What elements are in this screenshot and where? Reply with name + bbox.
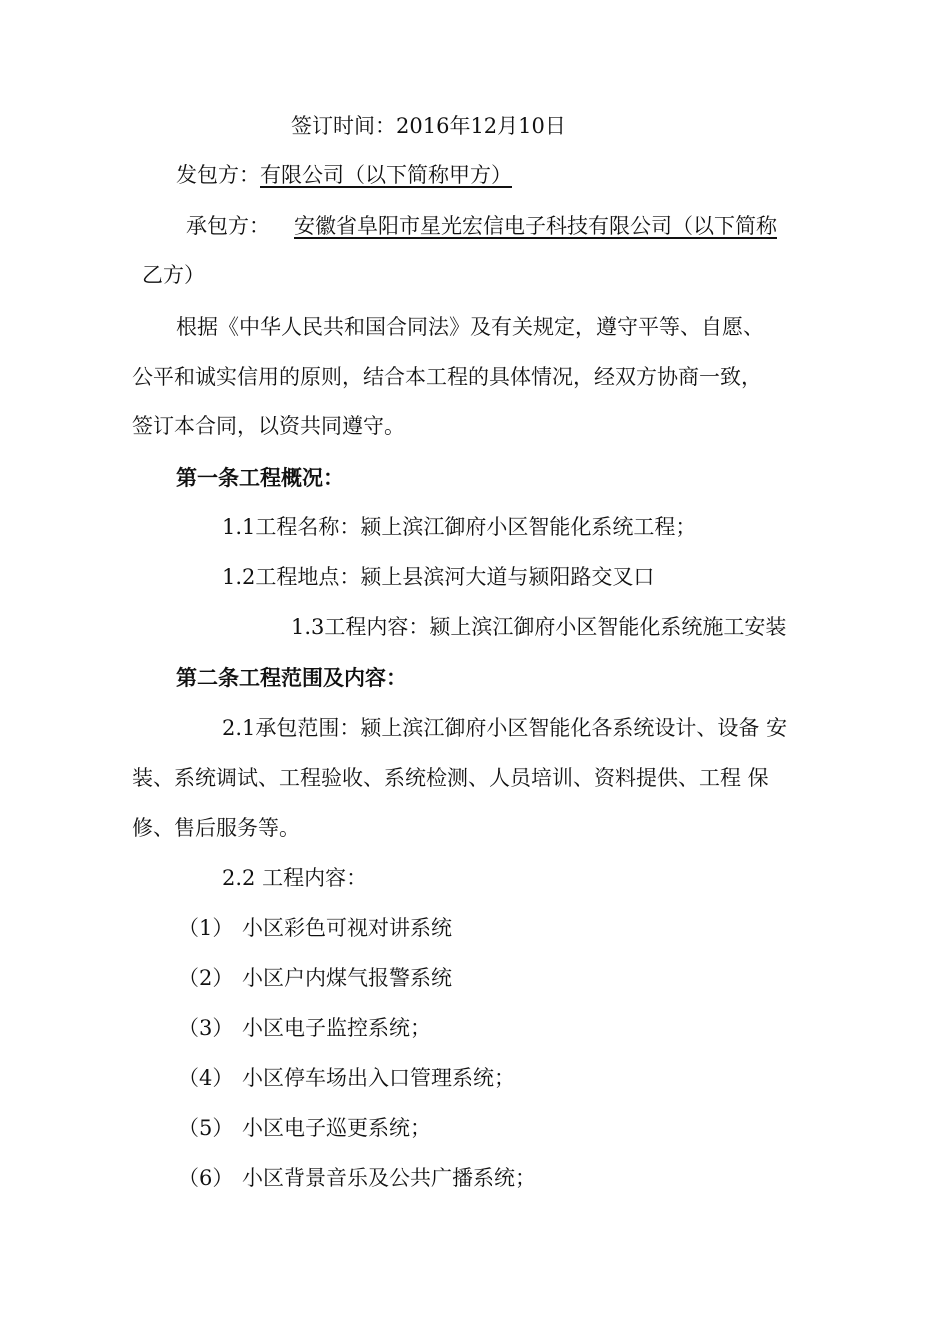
party-a-line — [176, 160, 512, 190]
list-item-text: 小区户内煤气报警系统 — [242, 966, 452, 990]
list-item-number: （1） — [178, 916, 234, 940]
list-item-text: 小区电子巡更系统； — [242, 1116, 431, 1140]
list-item — [178, 1063, 515, 1093]
article-1-item-1: 1.1工程名称：颍上滨江御府小区智能化系统工程； — [222, 515, 697, 539]
list-item — [178, 913, 452, 943]
sign-time: 签订时间：2016年12月10日 — [291, 114, 566, 138]
list-item — [178, 963, 452, 993]
party-b-label: 承包方： — [186, 214, 270, 238]
list-item-number: （4） — [178, 1066, 234, 1090]
article-2-heading: 第二条工程范围及内容： — [176, 665, 407, 690]
scope-line-3: 修、售后服务等。 — [132, 816, 300, 840]
list-item-number: （3） — [178, 1016, 234, 1040]
list-item — [178, 1163, 536, 1193]
party-a-value: 有限公司（以下简称甲方） — [260, 163, 512, 187]
list-item-text: 小区停车场出入口管理系统； — [242, 1066, 515, 1090]
article-1-item-3: 1.3工程内容：颍上滨江御府小区智能化系统施工安装 — [291, 615, 787, 639]
party-b-line — [186, 211, 777, 241]
list-item — [178, 1113, 431, 1143]
article-1-item-2: 1.2工程地点：颍上县滨河大道与颍阳路交叉口 — [222, 565, 655, 589]
party-a-label: 发包方： — [176, 163, 260, 187]
list-item-number: （2） — [178, 966, 234, 990]
list-item — [178, 1013, 431, 1043]
list-item-number: （6） — [178, 1166, 234, 1190]
preamble-line-2: 公平和诚实信用的原则，结合本工程的具体情况，经双方协商一致， — [132, 365, 762, 389]
scope-line-1: 2.1承包范围：颍上滨江御府小区智能化各系统设计、设备 安 — [222, 716, 788, 740]
list-item-text: 小区背景音乐及公共广播系统； — [242, 1166, 536, 1190]
party-b-value-cont: 乙方） — [142, 263, 205, 287]
list-item-text: 小区电子监控系统； — [242, 1016, 431, 1040]
preamble-line-3: 签订本合同，以资共同遵守。 — [132, 414, 405, 438]
content-heading: 2.2 工程内容： — [222, 866, 368, 890]
preamble-line-1: 根据《中华人民共和国合同法》及有关规定，遵守平等、自愿、 — [176, 315, 764, 339]
scope-line-2: 装、系统调试、工程验收、系统检测、人员培训、资料提供、工程 保 — [132, 766, 769, 790]
list-item-number: （5） — [178, 1116, 234, 1140]
party-b-value: 安徽省阜阳市星光宏信电子科技有限公司（以下简称 — [294, 214, 777, 238]
article-1-heading: 第一条工程概况： — [176, 465, 344, 490]
list-item-text: 小区彩色可视对讲系统 — [242, 916, 452, 940]
